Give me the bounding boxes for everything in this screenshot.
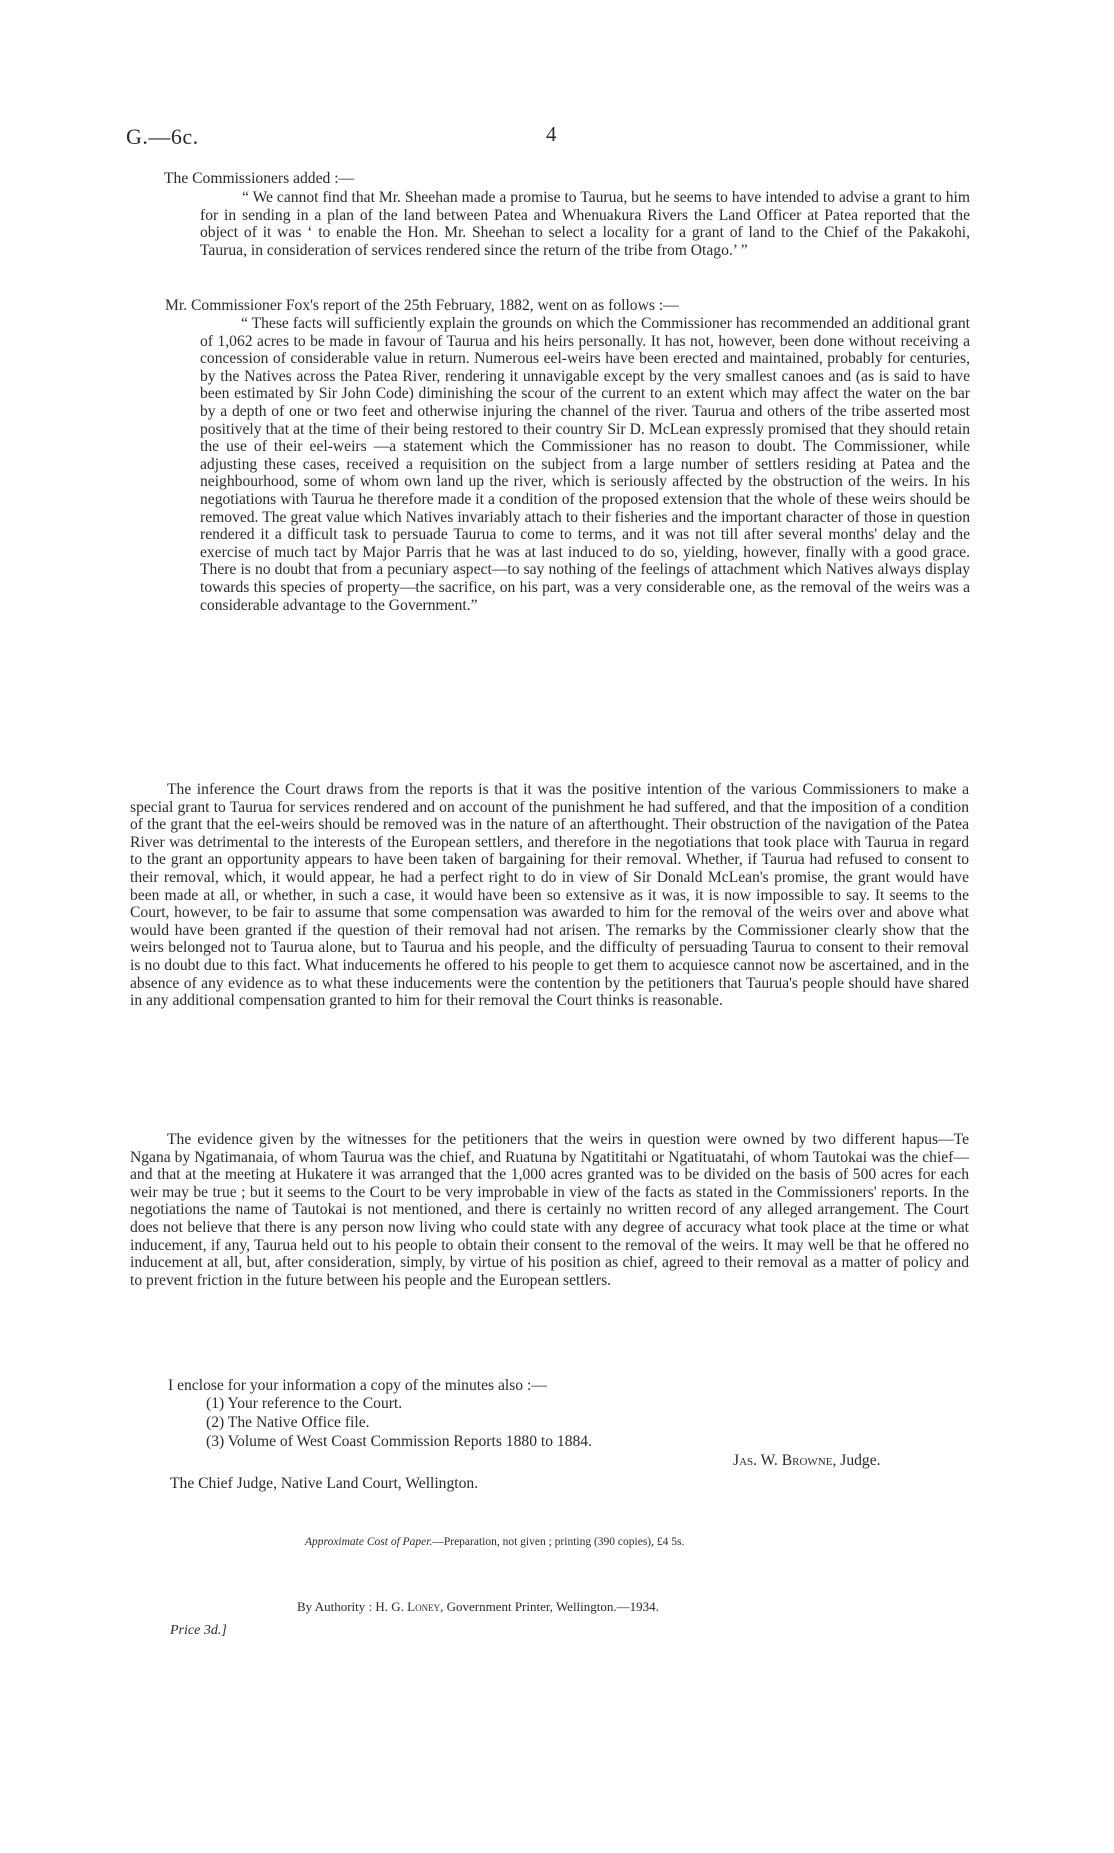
document-code: G.—6c. bbox=[126, 124, 199, 149]
cost-text: —Preparation, not given ; printing (390 copies), £4 5s. bbox=[432, 1536, 685, 1548]
evidence-paragraph: The evidence given by the witnesses for the petitioners that the weirs in question were owned by two different hapus—Te Ngana by Ngatimanaia, of whom Taurua was the chief, and Ruatuna by Ngatititahi or Ngatituatahi, of whom Tautokai was the chief—and that at the meeting at Hukatere it was arranged that the 1,000 acres granted was to be divided on the basis of 500 acres for each weir may be true ; but it seems to the Court to be very improbable in view of the facts as stated in the Commissioners' reports. In the negotiations the name of Tautokai is not mentioned, and there is certainly no written record of any alleged arrangement. The Court does not believe that there is any person now living who could state with any degree of accuracy what took place at the time or what inducement, if any, Taurua held out to his people to obtain their consent to the removal of the weirs. It may well be that he offered no inducement at all, but, after consideration, simply, by virtue of his position as chief, agreed to their removal as a matter of policy and to prevent friction in the future between his people and the European settlers. bbox=[130, 1131, 969, 1289]
addressee: The Chief Judge, Native Land Court, Wellington. bbox=[170, 1475, 479, 1492]
cost-label: Approximate Cost of Paper. bbox=[305, 1536, 433, 1548]
sheehan-quote: “ We cannot find that Mr. Sheehan made a promise to Taurua, but he seems to have intended to advise a grant to him for in sending in a plan of the land between Patea and Whenuakura Rivers the Land Officer at Patea reported that the object of it was ‘ to enable the Hon. Mr. Sheehan to select a locality for a grant of land to the Chief of the Pakakohi, Taurua, in consideration of services rendered since the return of the tribe from Otago.’ ” bbox=[200, 189, 970, 259]
fox-quote: “ These facts will sufficiently explain the grounds on which the Commissioner has recommended an additional grant of 1,062 acres to be made in favour of Taurua and his heirs personally. It has not, however, been done without receiving a concession of considerable value in return. Numerous eel-weirs have been erected and maintained, probably for centuries, by the Natives across the Patea River, rendering it unnavigable except by the very smallest canoes and (as is said to have been estimated by Sir John Code) diminishing the scour of the current to an extent which may affect the water on the bar by a depth of one or two feet and otherwise injuring the channel of the river. Taurua and others of the tribe asserted most positively that at the time of their being restored to their country Sir D. McLean expressly promised that they should retain the use of their eel-weirs —a statement which the Commissioner has no reason to doubt. The Commissioner, while adjusting these cases, received a requisition on the subject from a large number of settlers residing at Patea and the neighbourhood, some of whom own land up the river, which is seriously affected by the obstruction of the weirs. In his negotiations with Taurua he therefore made it a condition of the proposed extension that the whole of these weirs should be removed. The great value which Natives invariably attach to their fisheries and the important character of those in question rendered it a difficult task to persuade Taurua to come to terms, and it was not till after several months' delay and the exercise of much tact by Major Parris that he was at last induced to do so, yielding, however, finally with a good grace. There is no doubt that from a pecuniary aspect—to say nothing of the feelings of attachment which Natives always display towards this species of property—the sacrifice, on his part, was a very considerable one, as the removal of the weirs was a considerable advantage to the Government.” bbox=[200, 315, 970, 614]
authority-label: By Authority : bbox=[297, 1599, 373, 1614]
enclosure-item: (1) Your reference to the Court. bbox=[206, 1395, 403, 1412]
fox-report-intro: Mr. Commissioner Fox's report of the 25th February, 1882, went on as follows :— bbox=[165, 297, 679, 314]
enclosure-item: (3) Volume of West Coast Commission Reports 1880 to 1884. bbox=[206, 1433, 592, 1450]
enclosure-item: (2) The Native Office file. bbox=[206, 1414, 370, 1431]
printer-name: H. G. Loney bbox=[375, 1599, 441, 1614]
signature bbox=[733, 1452, 881, 1470]
signature-name: Jas. W. Browne bbox=[733, 1452, 833, 1469]
price: Price 3d.] bbox=[170, 1623, 227, 1638]
signature-title: , Judge. bbox=[832, 1452, 881, 1469]
printer-text: , Government Printer, Wellington.—1934. bbox=[440, 1599, 659, 1614]
inference-paragraph: The inference the Court draws from the reports is that it was the positive intention of the various Commissioners to make a special grant to Taurua for services rendered and on account of the punishment he had suffered, and that the imposition of a condition of the grant that the eel-weirs should be removed was in the nature of an afterthought. Their obstruction of the navigation of the Patea River was detrimental to the interests of the European settlers, and therefore in the negotiations that took place with Taurua in regard to the grant an opportunity appears to have been taken of bargaining for their removal. Whether, if Taurua had refused to consent to their removal, which, it would appear, he had a perfect right to do in view of Sir Donald McLean's promise, the grant would have been made at all, or whether, in such a case, it would have been so extensive as it was, it is now impossible to say. It seems to the Court, however, to be fair to assume that some compensation was awarded to him for the removal of the weirs over and above what would have been granted if the question of their removal had not arisen. The remarks by the Commissioner clearly show that the weirs belonged not to Taurua alone, but to Taurua and his people, and the difficulty of persuading Taurua to consent to their removal is no doubt due to this fact. What inducements he offered to his people to get them to acquiesce cannot now be ascertained, and in the absence of any evidence as to what these inducements were the contention by the petitioners that Taurua's people should have shared in any additional compensation granted to him for their removal the Court thinks is reasonable. bbox=[130, 781, 969, 1010]
printer-authority bbox=[297, 1599, 659, 1615]
page-number: 4 bbox=[546, 122, 557, 146]
enclosure-intro: I enclose for your information a copy of the minutes also :— bbox=[168, 1377, 547, 1394]
commissioners-intro: The Commissioners added :— bbox=[164, 170, 355, 187]
cost-note bbox=[305, 1536, 684, 1548]
